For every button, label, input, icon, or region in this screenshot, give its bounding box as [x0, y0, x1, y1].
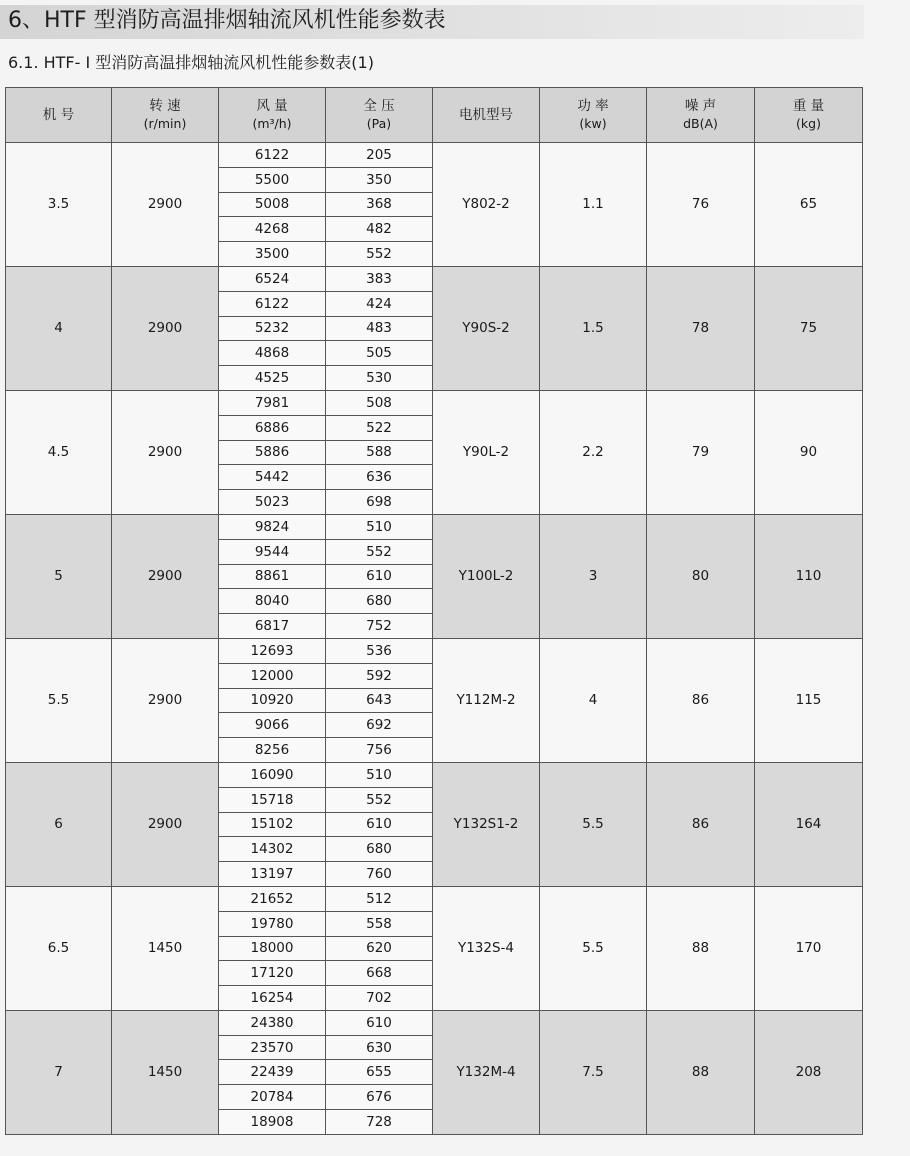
cell-pressure: 588 — [326, 440, 433, 465]
table-row — [6, 638, 863, 663]
table-row — [6, 1010, 863, 1035]
cell-airflow: 17120 — [219, 961, 326, 986]
cell-airflow: 16090 — [219, 762, 326, 787]
cell-airflow: 19780 — [219, 911, 326, 936]
cell-pressure: 668 — [326, 961, 433, 986]
header-weight: 重 量 (kg) — [755, 88, 863, 143]
cell-airflow: 18000 — [219, 936, 326, 961]
cell-fan-no: 6.5 — [6, 886, 112, 1010]
cell-noise: 78 — [647, 266, 755, 390]
cell-airflow: 8256 — [219, 738, 326, 763]
cell-airflow: 8040 — [219, 589, 326, 614]
cell-airflow: 13197 — [219, 862, 326, 887]
header-motor-model: 电机型号 — [433, 88, 540, 143]
cell-speed: 1450 — [112, 886, 219, 1010]
cell-airflow: 9824 — [219, 514, 326, 539]
cell-pressure: 205 — [326, 143, 433, 168]
cell-airflow: 24380 — [219, 1010, 326, 1035]
cell-weight: 65 — [755, 143, 863, 267]
cell-speed: 2900 — [112, 266, 219, 390]
header-noise: 噪 声 dB(A) — [647, 88, 755, 143]
cell-pressure: 702 — [326, 986, 433, 1011]
cell-airflow: 5500 — [219, 167, 326, 192]
cell-pressure: 383 — [326, 266, 433, 291]
cell-fan-no: 3.5 — [6, 143, 112, 267]
cell-airflow: 15718 — [219, 787, 326, 812]
table-row — [6, 143, 863, 168]
cell-fan-no: 5 — [6, 514, 112, 638]
cell-motor-model: Y112M-2 — [433, 638, 540, 762]
cell-power: 1.5 — [540, 266, 647, 390]
header-speed: 转 速 (r/min) — [112, 88, 219, 143]
cell-weight: 110 — [755, 514, 863, 638]
cell-pressure: 510 — [326, 514, 433, 539]
cell-pressure: 760 — [326, 862, 433, 887]
cell-airflow: 6886 — [219, 415, 326, 440]
cell-pressure: 698 — [326, 490, 433, 515]
cell-pressure: 643 — [326, 688, 433, 713]
cell-airflow: 5232 — [219, 316, 326, 341]
cell-motor-model: Y100L-2 — [433, 514, 540, 638]
cell-motor-model: Y802-2 — [433, 143, 540, 267]
header-fan-no: 机 号 — [6, 88, 112, 143]
cell-airflow: 20784 — [219, 1085, 326, 1110]
cell-power: 1.1 — [540, 143, 647, 267]
cell-fan-no: 6 — [6, 762, 112, 886]
cell-fan-no: 4 — [6, 266, 112, 390]
cell-airflow: 8861 — [219, 564, 326, 589]
cell-pressure: 350 — [326, 167, 433, 192]
cell-airflow: 22439 — [219, 1060, 326, 1085]
cell-pressure: 510 — [326, 762, 433, 787]
cell-fan-no: 7 — [6, 1010, 112, 1134]
cell-motor-model: Y90L-2 — [433, 390, 540, 514]
cell-speed: 2900 — [112, 390, 219, 514]
cell-airflow: 3500 — [219, 242, 326, 267]
cell-speed: 2900 — [112, 143, 219, 267]
cell-power: 4 — [540, 638, 647, 762]
cell-pressure: 522 — [326, 415, 433, 440]
cell-weight: 115 — [755, 638, 863, 762]
cell-airflow: 6524 — [219, 266, 326, 291]
cell-airflow: 9544 — [219, 539, 326, 564]
cell-pressure: 505 — [326, 341, 433, 366]
cell-pressure: 676 — [326, 1085, 433, 1110]
cell-weight: 75 — [755, 266, 863, 390]
cell-speed: 2900 — [112, 638, 219, 762]
cell-speed: 2900 — [112, 762, 219, 886]
page-title: 6、HTF 型消防高温排烟轴流风机性能参数表 — [8, 8, 446, 33]
cell-airflow: 21652 — [219, 886, 326, 911]
table-row — [6, 762, 863, 787]
cell-pressure: 655 — [326, 1060, 433, 1085]
table-body — [6, 143, 863, 1135]
cell-pressure: 636 — [326, 465, 433, 490]
cell-pressure: 530 — [326, 366, 433, 391]
cell-noise: 76 — [647, 143, 755, 267]
cell-airflow: 14302 — [219, 837, 326, 862]
cell-noise: 88 — [647, 1010, 755, 1134]
table-subtitle: 6.1. HTF- Ⅰ 型消防高温排烟轴流风机性能参数表(1) — [8, 53, 374, 72]
header-pressure: 全 压 (Pa) — [326, 88, 433, 143]
cell-airflow: 4268 — [219, 217, 326, 242]
table-row — [6, 886, 863, 911]
cell-fan-no: 5.5 — [6, 638, 112, 762]
table-row — [6, 390, 863, 415]
cell-pressure: 610 — [326, 564, 433, 589]
cell-airflow: 5442 — [219, 465, 326, 490]
header-airflow: 风 量 (m³/h) — [219, 88, 326, 143]
cell-pressure: 536 — [326, 638, 433, 663]
cell-pressure: 368 — [326, 192, 433, 217]
cell-motor-model: Y132S1-2 — [433, 762, 540, 886]
cell-pressure: 552 — [326, 242, 433, 267]
cell-airflow: 16254 — [219, 986, 326, 1011]
cell-pressure: 512 — [326, 886, 433, 911]
cell-pressure: 620 — [326, 936, 433, 961]
cell-noise: 79 — [647, 390, 755, 514]
cell-speed: 2900 — [112, 514, 219, 638]
cell-power: 3 — [540, 514, 647, 638]
cell-airflow: 5886 — [219, 440, 326, 465]
cell-pressure: 508 — [326, 390, 433, 415]
cell-noise: 88 — [647, 886, 755, 1010]
cell-power: 2.2 — [540, 390, 647, 514]
table-row — [6, 266, 863, 291]
cell-airflow: 4525 — [219, 366, 326, 391]
cell-airflow: 6817 — [219, 614, 326, 639]
cell-power: 5.5 — [540, 886, 647, 1010]
cell-pressure: 610 — [326, 812, 433, 837]
cell-power: 7.5 — [540, 1010, 647, 1134]
cell-airflow: 23570 — [219, 1035, 326, 1060]
cell-airflow: 9066 — [219, 713, 326, 738]
cell-pressure: 756 — [326, 738, 433, 763]
fan-performance-table — [5, 87, 863, 1135]
cell-airflow: 12693 — [219, 638, 326, 663]
cell-fan-no: 4.5 — [6, 390, 112, 514]
cell-motor-model: Y90S-2 — [433, 266, 540, 390]
cell-pressure: 552 — [326, 539, 433, 564]
cell-airflow: 7981 — [219, 390, 326, 415]
cell-airflow: 12000 — [219, 663, 326, 688]
cell-pressure: 424 — [326, 291, 433, 316]
cell-weight: 170 — [755, 886, 863, 1010]
cell-weight: 164 — [755, 762, 863, 886]
cell-pressure: 630 — [326, 1035, 433, 1060]
cell-airflow: 15102 — [219, 812, 326, 837]
cell-pressure: 558 — [326, 911, 433, 936]
cell-noise: 86 — [647, 638, 755, 762]
cell-pressure: 680 — [326, 589, 433, 614]
cell-airflow: 10920 — [219, 688, 326, 713]
performance-table-container — [5, 87, 863, 1135]
cell-pressure: 752 — [326, 614, 433, 639]
cell-pressure: 728 — [326, 1110, 433, 1135]
cell-motor-model: Y132M-4 — [433, 1010, 540, 1134]
header-power: 功 率 (kw) — [540, 88, 647, 143]
cell-noise: 86 — [647, 762, 755, 886]
cell-airflow: 4868 — [219, 341, 326, 366]
cell-airflow: 6122 — [219, 143, 326, 168]
cell-weight: 90 — [755, 390, 863, 514]
table-header-row — [6, 88, 863, 143]
cell-noise: 80 — [647, 514, 755, 638]
cell-airflow: 18908 — [219, 1110, 326, 1135]
cell-pressure: 482 — [326, 217, 433, 242]
cell-power: 5.5 — [540, 762, 647, 886]
table-row — [6, 514, 863, 539]
cell-pressure: 483 — [326, 316, 433, 341]
cell-speed: 1450 — [112, 1010, 219, 1134]
cell-pressure: 552 — [326, 787, 433, 812]
cell-pressure: 692 — [326, 713, 433, 738]
cell-motor-model: Y132S-4 — [433, 886, 540, 1010]
cell-airflow: 5023 — [219, 490, 326, 515]
cell-pressure: 610 — [326, 1010, 433, 1035]
cell-pressure: 592 — [326, 663, 433, 688]
cell-airflow: 6122 — [219, 291, 326, 316]
cell-weight: 208 — [755, 1010, 863, 1134]
cell-airflow: 5008 — [219, 192, 326, 217]
cell-pressure: 680 — [326, 837, 433, 862]
